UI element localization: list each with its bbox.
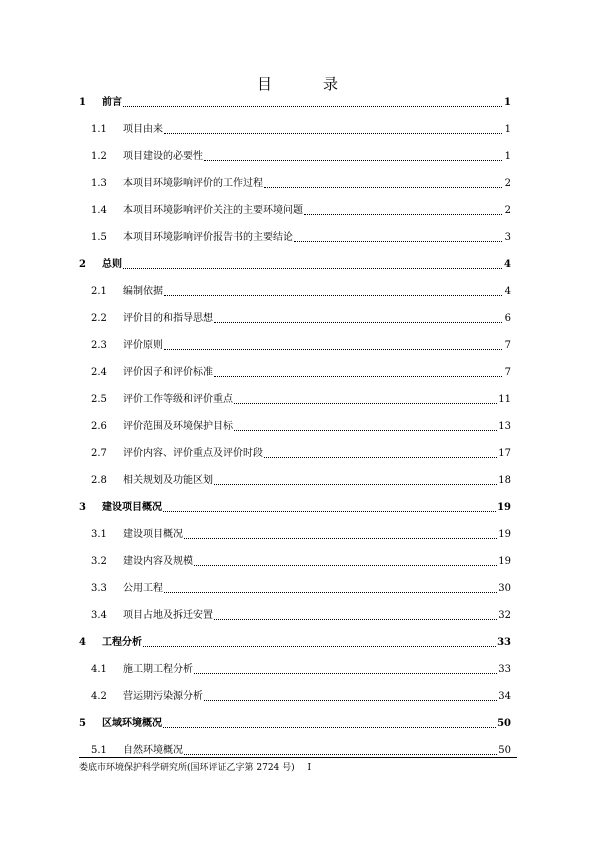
toc-leader-dots	[204, 699, 497, 701]
toc-leader-dots	[184, 537, 497, 539]
toc-entry-page: 19	[497, 502, 511, 513]
toc-entry-page: 13	[498, 421, 511, 432]
toc-section-entry[interactable]	[91, 419, 511, 433]
toc-entry-page: 32	[498, 610, 511, 621]
toc-entry-number: 5	[79, 718, 86, 729]
toc-leader-dots	[264, 456, 497, 458]
toc-entry-page: 4	[504, 286, 511, 297]
toc-leader-dots	[164, 132, 502, 134]
toc-entry-page: 19	[498, 556, 511, 567]
toc-entry-page: 2	[504, 178, 511, 189]
toc-entry-page: 7	[504, 340, 511, 351]
toc-leader-dots	[123, 267, 502, 269]
toc-entry-label: 区域环境概况	[102, 718, 162, 729]
toc-section-entry[interactable]	[91, 392, 511, 406]
toc-chapter-entry[interactable]	[79, 257, 511, 271]
toc-leader-dots	[123, 105, 502, 107]
toc-entry-label: 评价内容、评价重点及评价时段	[123, 448, 263, 459]
toc-leader-dots	[164, 591, 497, 593]
toc-entry-label: 总则	[102, 259, 122, 270]
toc-entry-number: 4	[79, 637, 86, 648]
toc-section-entry[interactable]	[91, 554, 511, 568]
toc-entry-label: 本项目环境影响评价关注的主要环境问题	[123, 205, 303, 216]
toc-entry-label: 评价因子和评价标准	[123, 367, 213, 378]
toc-entry-number: 4.2	[91, 691, 107, 702]
toc-leader-dots	[234, 429, 497, 431]
toc-entry-number: 2.8	[91, 475, 107, 486]
toc-entry-page: 1	[504, 124, 511, 135]
toc-leader-dots	[304, 213, 502, 215]
toc-section-entry[interactable]	[91, 743, 511, 757]
toc-entry-label: 评价范围及环境保护目标	[123, 421, 233, 432]
toc-entry-label: 评价目的和指导思想	[123, 313, 213, 324]
toc-section-entry[interactable]	[91, 581, 511, 595]
toc-entry-label: 施工期工程分析	[123, 664, 193, 675]
toc-entry-number: 3.3	[91, 583, 107, 594]
toc-entry-number: 1	[79, 97, 86, 108]
toc-entry-label: 编制依据	[123, 286, 163, 297]
toc-entry-label: 本项目环境影响评价报告书的主要结论	[123, 232, 293, 243]
toc-entry-label: 前言	[102, 97, 122, 108]
toc-leader-dots	[294, 240, 502, 242]
toc-entry-label: 项目由来	[123, 124, 163, 135]
toc-entry-number: 5.1	[91, 745, 107, 756]
footer-page-number: I	[307, 763, 312, 773]
toc-entry-page: 30	[498, 583, 511, 594]
toc-entry-label: 评价原则	[123, 340, 163, 351]
toc-entry-label: 建设内容及规模	[123, 556, 193, 567]
toc-section-entry[interactable]	[91, 176, 511, 190]
toc-section-entry[interactable]	[91, 122, 511, 136]
toc-section-entry[interactable]	[91, 338, 511, 352]
toc-entry-number: 2.6	[91, 421, 107, 432]
toc-entry-number: 1.5	[91, 232, 107, 243]
toc-entry-page: 7	[504, 367, 511, 378]
toc-entry-label: 建设项目概况	[102, 502, 162, 513]
toc-entry-number: 3.1	[91, 529, 107, 540]
toc-section-entry[interactable]	[91, 149, 511, 163]
toc-section-entry[interactable]	[91, 284, 511, 298]
toc-section-entry[interactable]	[91, 203, 511, 217]
toc-entry-page: 34	[498, 691, 511, 702]
toc-entry-number: 1.2	[91, 151, 107, 162]
toc-entry-page: 33	[497, 637, 511, 648]
toc-entry-label: 营运期污染源分析	[123, 691, 203, 702]
toc-entry-page: 18	[498, 475, 511, 486]
toc-leader-dots	[164, 348, 502, 350]
toc-section-entry[interactable]	[91, 608, 511, 622]
toc-entry-label: 公用工程	[123, 583, 163, 594]
toc-entry-number: 1.4	[91, 205, 107, 216]
toc-entry-page: 1	[504, 97, 511, 108]
toc-entry-label: 工程分析	[102, 637, 142, 648]
toc-entry-page: 1	[504, 151, 511, 162]
toc-entry-page: 19	[498, 529, 511, 540]
toc-entry-number: 2.5	[91, 394, 107, 405]
page-title: 目 录	[256, 75, 356, 93]
toc-leader-dots	[264, 186, 502, 188]
toc-section-entry[interactable]	[91, 230, 511, 244]
toc-leader-dots	[194, 672, 497, 674]
toc-section-entry[interactable]	[91, 446, 511, 460]
toc-entry-page: 3	[504, 232, 511, 243]
toc-leader-dots	[184, 753, 497, 755]
footer-divider	[79, 757, 517, 758]
toc-leader-dots	[194, 564, 497, 566]
toc-entry-page: 17	[498, 448, 511, 459]
toc-leader-dots	[214, 618, 497, 620]
toc-entry-page: 11	[498, 394, 511, 405]
toc-entry-number: 3.2	[91, 556, 107, 567]
toc-entry-number: 3.4	[91, 610, 107, 621]
toc-leader-dots	[143, 645, 496, 647]
toc-entry-label: 建设项目概况	[123, 529, 183, 540]
toc-chapter-entry[interactable]	[79, 500, 511, 514]
toc-entry-page: 6	[504, 313, 511, 324]
toc-section-entry[interactable]	[91, 365, 511, 379]
toc-entry-label: 相关规划及功能区划	[123, 475, 213, 486]
toc-entry-label: 本项目环境影响评价的工作过程	[123, 178, 263, 189]
toc-section-entry[interactable]	[91, 311, 511, 325]
toc-entry-number: 4.1	[91, 664, 107, 675]
toc-entry-label: 项目占地及拆迁安置	[123, 610, 213, 621]
toc-section-entry[interactable]	[91, 689, 511, 703]
toc-entry-number: 1.1	[91, 124, 107, 135]
toc-leader-dots	[163, 510, 496, 512]
toc-leader-dots	[163, 726, 496, 728]
toc-chapter-entry[interactable]	[79, 716, 511, 730]
toc-entry-label: 项目建设的必要性	[123, 151, 203, 162]
toc-entry-page: 2	[504, 205, 511, 216]
footer-organization: 娄底市环境保护科学研究所(国环评证乙字第 2724 号)	[79, 763, 295, 773]
toc-entry-number: 2.7	[91, 448, 107, 459]
toc-leader-dots	[214, 321, 502, 323]
toc-entry-number: 2.3	[91, 340, 107, 351]
toc-entry-label: 评价工作等级和评价重点	[123, 394, 233, 405]
toc-leader-dots	[214, 375, 502, 377]
toc-entry-number: 2.4	[91, 367, 107, 378]
toc-entry-page: 33	[498, 664, 511, 675]
toc-section-entry[interactable]	[91, 473, 511, 487]
page-footer	[79, 760, 311, 773]
toc-section-entry[interactable]	[91, 527, 511, 541]
toc-entry-number: 2	[79, 259, 86, 270]
toc-leader-dots	[234, 402, 497, 404]
toc-leader-dots	[214, 483, 497, 485]
toc-section-entry[interactable]	[91, 662, 511, 676]
toc-entry-number: 2.1	[91, 286, 107, 297]
toc-entry-page: 50	[498, 745, 511, 756]
toc-entry-label: 自然环境概况	[123, 745, 183, 756]
toc-chapter-entry[interactable]	[79, 635, 511, 649]
toc-entry-number: 1.3	[91, 178, 107, 189]
toc-entry-number: 2.2	[91, 313, 107, 324]
toc-entry-number: 3	[79, 502, 86, 513]
toc-chapter-entry[interactable]	[79, 95, 511, 109]
toc-entry-page: 50	[497, 718, 511, 729]
toc-entry-page: 4	[504, 259, 511, 270]
toc-leader-dots	[164, 294, 502, 296]
toc-leader-dots	[204, 159, 502, 161]
